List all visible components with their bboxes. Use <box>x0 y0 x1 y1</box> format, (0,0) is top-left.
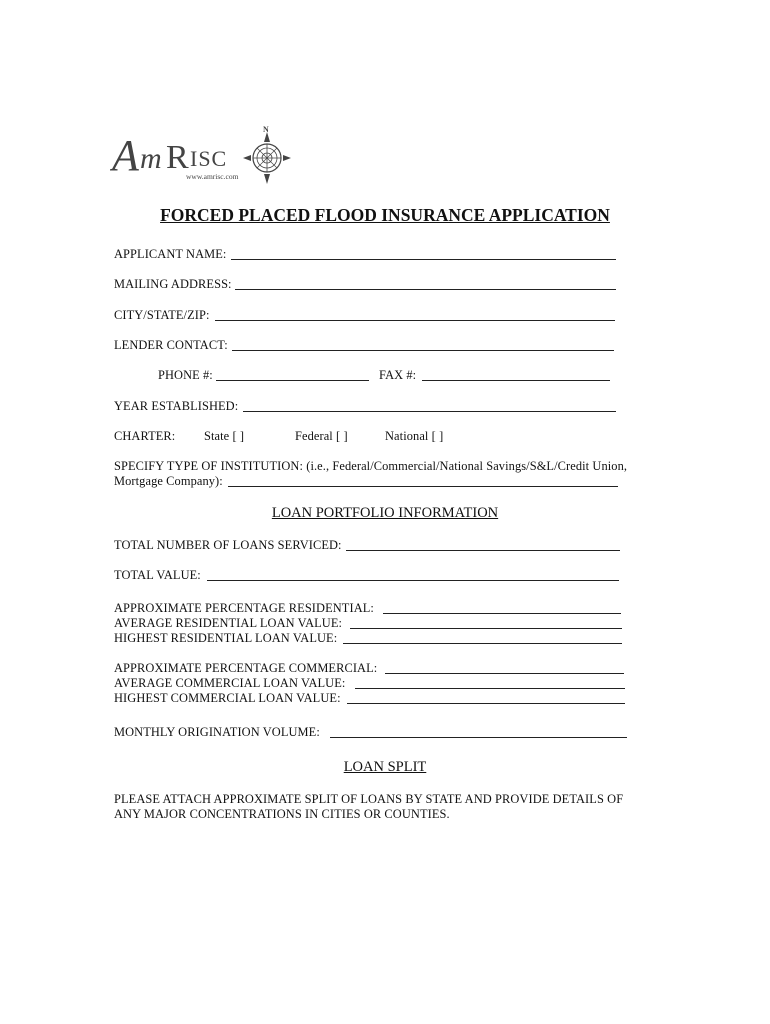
institution-type-label-cont: Mortgage Company): <box>114 474 223 488</box>
mailing-address-label: MAILING ADDRESS: <box>114 277 232 291</box>
phone-label: PHONE #: <box>158 368 213 382</box>
total-value-label: TOTAL VALUE: <box>114 568 201 582</box>
city-state-zip-label: CITY/STATE/ZIP: <box>114 308 210 322</box>
year-established-label: YEAR ESTABLISHED: <box>114 399 239 413</box>
logo-letter-r: R <box>166 139 189 176</box>
monthly-volume-label: MONTHLY ORIGINATION VOLUME: <box>114 725 320 739</box>
charter-federal-checkbox[interactable]: Federal [ ] <box>295 429 348 443</box>
charter-national-checkbox[interactable]: National [ ] <box>385 429 444 443</box>
avg-residential-field[interactable] <box>350 628 622 629</box>
year-established-field[interactable] <box>243 411 616 412</box>
high-residential-label: HIGHEST RESIDENTIAL LOAN VALUE: <box>114 631 338 645</box>
logo-letter-a: A <box>112 131 139 180</box>
pct-commercial-field[interactable] <box>385 673 624 674</box>
charter-state-checkbox[interactable]: State [ ] <box>204 429 245 443</box>
loan-portfolio-heading: LOAN PORTFOLIO INFORMATION <box>271 505 499 521</box>
compass-north-label: N <box>263 125 269 134</box>
fax-field[interactable] <box>422 380 610 381</box>
institution-type-label: SPECIFY TYPE OF INSTITUTION: (i.e., Federal/Commercial/National Savings/S&L/Credit Union, <box>114 459 628 473</box>
total-value-field[interactable] <box>207 580 619 581</box>
pct-commercial-label: APPROXIMATE PERCENTAGE COMMERCIAL: <box>114 661 378 675</box>
page-title: FORCED PLACED FLOOD INSURANCE APPLICATION <box>160 205 610 225</box>
lender-contact-field[interactable] <box>232 350 614 351</box>
avg-commercial-field[interactable] <box>355 688 625 689</box>
avg-residential-label: AVERAGE RESIDENTIAL LOAN VALUE: <box>114 616 343 630</box>
logo-letters-isc: ISC <box>190 146 228 171</box>
institution-type-field[interactable] <box>228 486 618 487</box>
logo-letter-m: m <box>140 142 162 175</box>
high-commercial-field[interactable] <box>347 703 625 704</box>
loan-split-heading: LOAN SPLIT <box>343 759 427 775</box>
charter-label: CHARTER: <box>114 429 176 443</box>
high-residential-field[interactable] <box>343 643 622 644</box>
avg-commercial-label: AVERAGE COMMERCIAL LOAN VALUE: <box>114 676 346 690</box>
pct-residential-field[interactable] <box>383 613 621 614</box>
compass-rose-icon <box>243 132 291 184</box>
total-loans-label: TOTAL NUMBER OF LOANS SERVICED: <box>114 538 342 552</box>
applicant-name-field[interactable] <box>231 259 616 260</box>
phone-field[interactable] <box>216 380 369 381</box>
total-loans-field[interactable] <box>346 550 620 551</box>
applicant-name-label: APPLICANT NAME: <box>114 247 227 261</box>
loan-split-instructions-cont: ANY MAJOR CONCENTRATIONS IN CITIES OR COUNTIES. <box>114 807 450 821</box>
lender-contact-label: LENDER CONTACT: <box>114 338 228 352</box>
mailing-address-field[interactable] <box>235 289 616 290</box>
city-state-zip-field[interactable] <box>215 320 615 321</box>
loan-split-instructions: PLEASE ATTACH APPROXIMATE SPLIT OF LOANS BY STATE AND PROVIDE DETAILS OF <box>114 792 624 806</box>
logo-url: www.amrisc.com <box>186 172 239 181</box>
high-commercial-label: HIGHEST COMMERCIAL LOAN VALUE: <box>114 691 341 705</box>
monthly-volume-field[interactable] <box>330 737 627 738</box>
amrisc-logo <box>110 116 310 190</box>
pct-residential-label: APPROXIMATE PERCENTAGE RESIDENTIAL: <box>114 601 374 615</box>
fax-label: FAX #: <box>379 368 417 382</box>
